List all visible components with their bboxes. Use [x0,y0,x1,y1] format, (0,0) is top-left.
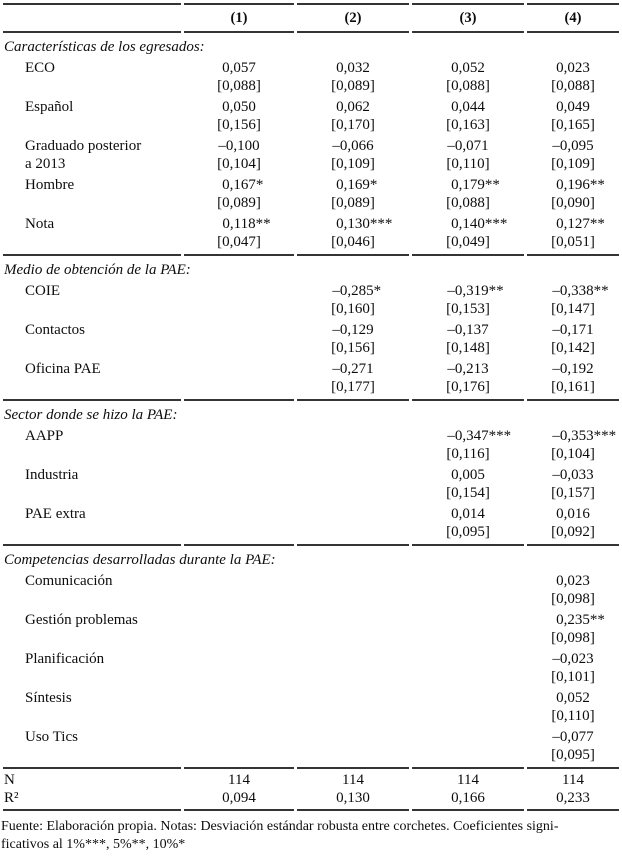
coefficient-row [3,689,619,707]
stat-value: 114 [184,767,294,789]
coef-cell: 0,169 * [336,177,378,193]
coef-cell [412,572,524,590]
se-cell: [0,088] [551,78,595,94]
std-error-row [3,339,619,360]
coef-cell [184,572,294,590]
se-cell [184,300,294,321]
se-cell: [0,153] [446,301,490,317]
section-spacer-cell [412,544,524,572]
row-label-continued [3,445,181,466]
coefficient-row [3,466,619,484]
se-cell: [0,095] [446,524,490,540]
std-error-row [3,300,619,321]
coef-cell [297,689,409,707]
row-label-continued [3,668,181,689]
std-error-row [3,590,619,611]
se-cell [184,629,294,650]
coef-cell: 0,016 [556,506,590,522]
section-spacer-cell [527,544,619,572]
row-label: Uso Tics [25,729,78,745]
regression-results-table [0,3,622,811]
coef-cell: –0,129 [332,322,374,338]
significance-stars: ** [593,283,609,299]
se-cell: [0,047] [217,234,261,250]
coef-cell [412,650,524,668]
se-cell: [0,161] [551,379,595,395]
row-label-continued [3,523,181,544]
section-header-row [3,399,619,427]
row-label-continued [3,233,181,254]
table-footnote [0,811,622,853]
coef-cell: –0,338 ** [552,283,609,299]
row-label-continued [3,746,181,767]
significance-stars: *** [484,216,508,232]
section-spacer-cell [297,544,409,572]
se-cell: [0,089] [217,195,261,211]
significance-stars: ** [589,216,605,232]
section-spacer-cell [412,254,524,282]
section-spacer-cell [184,399,294,427]
coef-cell: 0,167 * [222,177,264,193]
coef-cell [412,611,524,629]
coefficient-row [3,98,619,116]
coefficient-row [3,59,619,77]
coef-cell: 0,127 ** [556,216,605,232]
significance-stars: *** [369,216,393,232]
column-header-4: (4) [527,3,619,31]
section-title: Sector donde se hizo la PAE: [3,399,181,427]
coefficient-row [3,360,619,378]
coef-cell [412,689,524,707]
header-row [3,3,619,31]
coef-cell [184,728,294,746]
coef-cell [297,427,409,445]
std-error-row [3,707,619,728]
coef-cell [297,466,409,484]
row-label-continued [3,378,181,399]
se-cell: [0,116] [446,446,490,462]
section-header-row [3,544,619,572]
coef-cell [297,728,409,746]
coef-cell: 0,196 ** [556,177,605,193]
section-title: Competencias desarrolladas durante la PAE: [3,544,181,572]
significance-stars: ** [488,283,504,299]
se-cell [412,590,524,611]
coef-cell [184,360,294,378]
se-cell [297,523,409,544]
coefficient-row [3,572,619,590]
coefficient-row [3,282,619,300]
row-label: PAE extra [25,506,86,522]
coef-cell: –0,192 [552,361,594,377]
se-cell [184,445,294,466]
coef-cell: 0,023 [556,573,590,589]
coef-cell: –0,347 *** [447,428,512,444]
coef-cell: 0,023 [556,60,590,76]
section-spacer-cell [297,399,409,427]
coef-cell [184,321,294,339]
coef-cell: –0,171 [552,322,594,338]
se-cell [297,629,409,650]
se-cell: [0,089] [331,195,375,211]
se-cell [184,590,294,611]
se-cell: [0,110] [446,156,490,172]
se-cell [412,707,524,728]
se-cell [412,746,524,767]
row-label: Contactos [25,322,85,338]
se-cell [184,707,294,728]
coef-cell [297,650,409,668]
coef-cell [412,728,524,746]
section-spacer-cell [527,254,619,282]
coef-cell: 0,052 [556,690,590,706]
se-cell: [0,088] [217,78,261,94]
se-cell: [0,156] [217,117,261,133]
coef-cell: –0,066 [332,138,374,154]
section-header-row [3,254,619,282]
stat-row [3,767,619,789]
stat-value: 0,094 [184,789,294,811]
se-cell: [0,088] [446,78,490,94]
column-header-1: (1) [184,3,294,31]
se-cell: [0,170] [331,117,375,133]
row-label-continued [3,339,181,360]
se-cell: [0,163] [446,117,490,133]
se-cell [297,590,409,611]
coef-cell: –0,095 [552,138,594,154]
std-error-row [3,523,619,544]
footnote-line-2: ficativos al 1%***, 5%**, 10%* [1,836,186,852]
se-cell: [0,154] [446,485,490,501]
coef-cell: 0,044 [451,99,485,115]
std-error-row [3,116,619,137]
se-cell: [0,098] [551,630,595,646]
stat-value: 0,166 [412,789,524,811]
stat-value: 0,130 [297,789,409,811]
coef-cell: –0,077 [552,729,594,745]
coef-cell [297,611,409,629]
std-error-row [3,233,619,254]
stat-value: 0,233 [527,789,619,811]
std-error-row [3,484,619,505]
se-cell [184,668,294,689]
section-title: Medio de obtención de la PAE: [3,254,181,282]
se-cell [297,668,409,689]
section-title: Características de los egresados: [3,31,181,59]
row-label-continued [3,194,181,215]
section-spacer-cell [527,31,619,59]
row-label-continued: a 2013 [25,156,66,172]
coef-cell: –0,285 * [332,283,382,299]
coef-cell: –0,319 ** [447,283,504,299]
se-cell: [0,088] [446,195,490,211]
se-cell: [0,142] [551,340,595,356]
coef-cell: –0,100 [218,138,260,154]
se-cell: [0,109] [551,156,595,172]
coef-cell: –0,071 [447,138,489,154]
significance-stars: * [255,177,264,193]
coef-cell: 0,179 ** [451,177,500,193]
coefficient-row [3,505,619,523]
coef-cell: –0,213 [447,361,489,377]
se-cell [412,668,524,689]
se-cell [184,523,294,544]
se-cell: [0,110] [551,708,595,724]
stat-value: 114 [527,767,619,789]
std-error-row [3,194,619,215]
coefficient-row [3,321,619,339]
significance-stars: *** [488,428,512,444]
se-cell [184,746,294,767]
section-header-row [3,31,619,59]
significance-stars: ** [589,612,605,628]
se-cell: [0,104] [217,156,261,172]
se-cell: [0,165] [551,117,595,133]
se-cell: [0,090] [551,195,595,211]
row-label: Español [25,99,74,115]
coef-cell [297,505,409,523]
coef-cell: –0,137 [447,322,489,338]
coef-cell [184,689,294,707]
se-cell: [0,109] [331,156,375,172]
coef-cell: 0,049 [556,99,590,115]
se-cell: [0,098] [551,591,595,607]
row-label: Síntesis [25,690,72,706]
se-cell: [0,095] [551,747,595,763]
coefficient-row [3,427,619,445]
coef-cell: –0,023 [552,651,594,667]
section-spacer-cell [412,31,524,59]
row-label-continued [3,629,181,650]
row-label: Oficina PAE [25,361,101,377]
se-cell: [0,089] [331,78,375,94]
stat-label: R² [3,789,181,811]
coef-cell: 0,032 [336,60,370,76]
se-cell [297,707,409,728]
std-error-row [3,378,619,399]
row-label-continued [3,300,181,321]
row-label: Comunicación [25,573,113,589]
row-label: ECO [25,60,55,76]
significance-stars: ** [589,177,605,193]
se-cell: [0,176] [446,379,490,395]
column-header-3: (3) [412,3,524,31]
row-label: Industria [25,467,79,483]
se-cell: [0,046] [331,234,375,250]
row-label-continued [3,484,181,505]
coef-cell: 0,118 ** [222,216,271,232]
coef-cell: –0,271 [332,361,374,377]
coefficient-row [3,650,619,668]
se-cell: [0,157] [551,485,595,501]
section-spacer-cell [184,254,294,282]
row-label-continued [3,77,181,98]
std-error-row [3,746,619,767]
coef-cell: 0,057 [222,60,256,76]
se-cell: [0,104] [551,446,595,462]
coef-cell [184,650,294,668]
std-error-row [3,629,619,650]
section-spacer-cell [527,399,619,427]
std-error-row [3,77,619,98]
coef-cell [184,466,294,484]
se-cell: [0,177] [331,379,375,395]
row-label-continued [3,707,181,728]
coef-cell: 0,062 [336,99,370,115]
coef-cell: 0,005 [451,467,485,483]
coefficient-row [3,137,619,155]
coefficient-row [3,176,619,194]
row-label: AAPP [25,428,64,444]
coef-cell: 0,130 *** [336,216,393,232]
std-error-row [3,445,619,466]
row-label: Gestión problemas [25,612,138,628]
coefficient-row [3,728,619,746]
se-cell [184,378,294,399]
coef-cell [297,572,409,590]
column-header-2: (2) [297,3,409,31]
coef-cell [184,427,294,445]
section-spacer-cell [297,31,409,59]
se-cell: [0,147] [551,301,595,317]
row-label: Hombre [25,177,75,193]
significance-stars: * [369,177,378,193]
coef-cell: –0,033 [552,467,594,483]
footnote-line-1: Fuente: Elaboración propia. Notas: Desviación estándar robusta entre corchetes. Coeficientes signi- [1,819,559,834]
significance-stars: *** [593,428,617,444]
se-cell [184,339,294,360]
coef-cell [184,611,294,629]
coef-cell [184,282,294,300]
row-label-continued [3,116,181,137]
section-spacer-cell [297,254,409,282]
row-label: COIE [25,283,60,299]
se-cell [412,629,524,650]
se-cell [184,484,294,505]
coef-cell [184,505,294,523]
se-cell: [0,049] [446,234,490,250]
row-label: Graduado posterior [25,138,142,154]
coef-cell: –0,353 *** [552,428,617,444]
row-label: Planificación [25,651,105,667]
row-label: Nota [25,216,55,232]
se-cell: [0,156] [331,340,375,356]
coefficient-row [3,215,619,233]
coef-cell: 0,052 [451,60,485,76]
stat-value: 114 [297,767,409,789]
coef-cell: 0,140 *** [451,216,508,232]
se-cell: [0,051] [551,234,595,250]
coef-cell: 0,050 [222,99,256,115]
se-cell [297,484,409,505]
coef-cell: 0,235 ** [556,612,605,628]
coefficient-row [3,611,619,629]
stat-value: 114 [412,767,524,789]
stat-row [3,789,619,811]
std-error-row [3,155,619,176]
se-cell [297,445,409,466]
header-spacer [3,3,181,31]
row-label-continued [3,590,181,611]
significance-stars: * [373,283,382,299]
se-cell [297,746,409,767]
coef-cell: 0,014 [451,506,485,522]
significance-stars: ** [484,177,500,193]
se-cell: [0,148] [446,340,490,356]
significance-stars: ** [255,216,271,232]
stat-label: N [3,767,181,789]
se-cell: [0,101] [551,669,595,685]
section-spacer-cell [412,399,524,427]
std-error-row [3,668,619,689]
se-cell: [0,092] [551,524,595,540]
se-cell: [0,160] [331,301,375,317]
